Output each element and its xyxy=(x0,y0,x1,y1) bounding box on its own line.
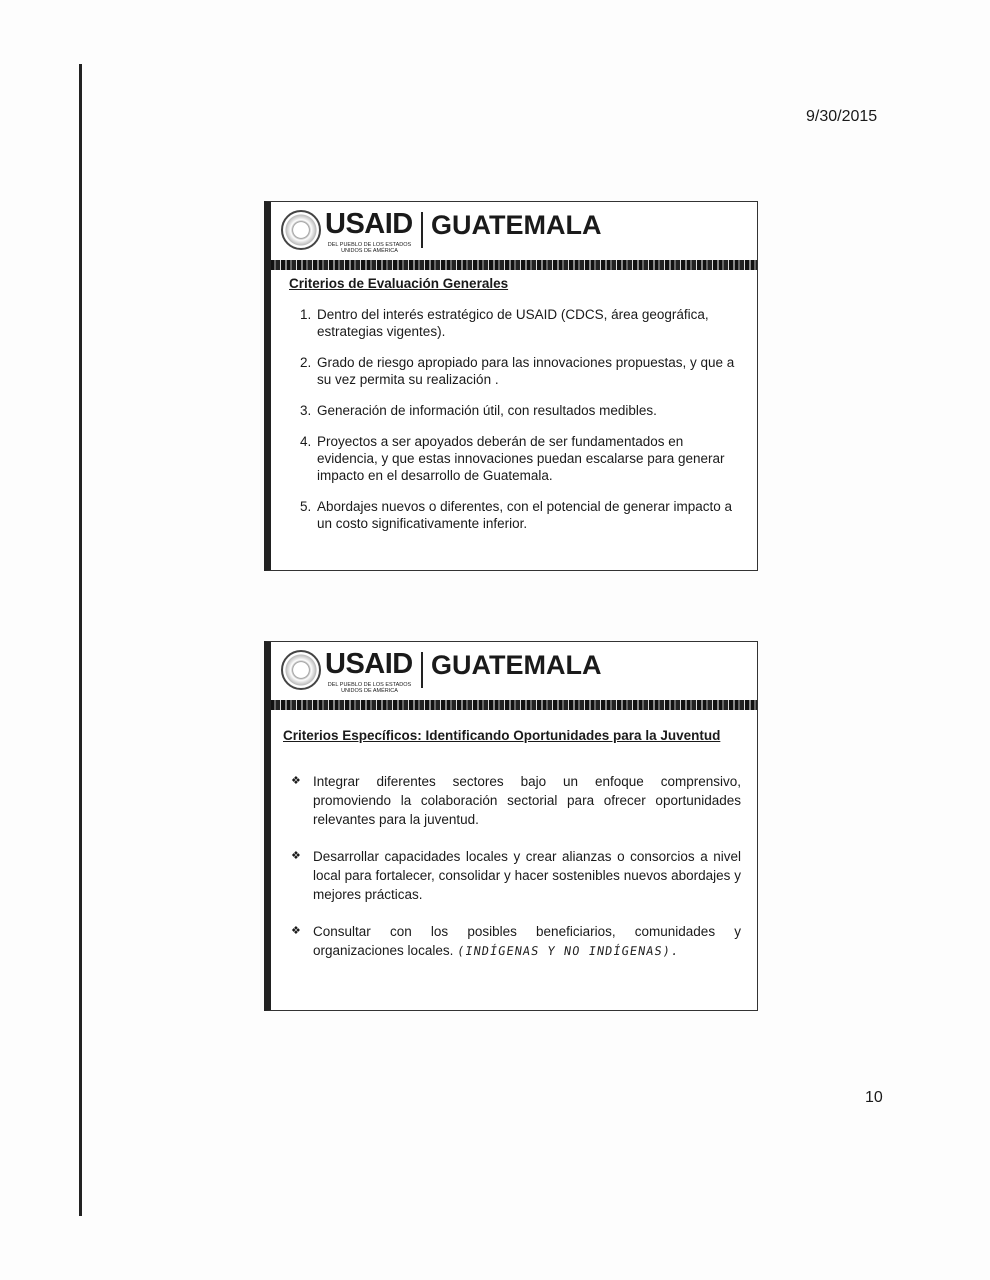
list-item: 3. Generación de información útil, con resultados medibles. xyxy=(315,402,745,419)
list-item xyxy=(291,847,741,904)
criteria-list xyxy=(291,772,741,979)
diamond-bullet-icon: ❖ xyxy=(291,850,301,862)
page-number: 10 xyxy=(865,1089,883,1106)
item-text: Desarrollar capacidades locales y crear alianzas o consorcios a nivel local para fortalecer, consolidar y hacer sostenibles nuevos abordajes y mejores prácticas. xyxy=(313,849,741,902)
usaid-logo xyxy=(281,208,681,256)
header-stripe xyxy=(271,700,757,710)
criteria-list xyxy=(295,306,745,546)
item-text: Consultar con los posibles beneficiarios, comunidades y organizaciones locales. xyxy=(313,924,741,958)
handwritten-note: (INDÍGENAS Y NO INDÍGENAS). xyxy=(456,944,681,958)
slide-2 xyxy=(264,641,758,1011)
list-item xyxy=(291,772,741,829)
logo-subtitle: DEL PUEBLO DE LOS ESTADOS UNIDOS DE AMÉRICA xyxy=(327,242,412,254)
usaid-logo xyxy=(281,648,681,696)
slide-1 xyxy=(264,201,758,571)
usaid-seal-icon xyxy=(281,210,321,250)
list-item: 2. Grado de riesgo apropiado para las innovaciones propuestas, y que a su vez permita su realización . xyxy=(315,354,745,388)
item-text: Integrar diferentes sectores bajo un enfoque comprensivo, promoviendo la colaboración sectorial para ofrecer oportunidades relevantes para la juventud. xyxy=(313,774,741,827)
page-date: 9/30/2015 xyxy=(806,108,878,125)
logo-divider xyxy=(421,212,423,248)
logo-country: GUATEMALA xyxy=(431,650,602,680)
page-edge xyxy=(79,64,82,1216)
diamond-bullet-icon: ❖ xyxy=(291,775,301,787)
list-item: 1. Dentro del interés estratégico de USAID (CDCS, área geográfica, estrategias vigentes). xyxy=(315,306,745,340)
slide-title: Criterios Específicos: Identificando Oportunidades para la Juventud xyxy=(283,728,721,743)
diamond-bullet-icon: ❖ xyxy=(291,925,301,937)
logo-divider xyxy=(421,652,423,688)
logo-brand: USAID xyxy=(325,208,413,240)
logo-brand: USAID xyxy=(325,648,413,680)
list-item: 4. Proyectos a ser apoyados deberán de ser fundamentados en evidencia, y que estas innovaciones puedan escalarse para generar impacto en el desarrollo de Guatemala. xyxy=(315,433,745,484)
header-stripe xyxy=(271,260,757,270)
logo-country: GUATEMALA xyxy=(431,210,602,240)
slide-title: Criterios de Evaluación Generales xyxy=(289,276,509,291)
list-item: 5. Abordajes nuevos o diferentes, con el potencial de generar impacto a un costo significativamente inferior. xyxy=(315,498,745,532)
list-item xyxy=(291,922,741,961)
usaid-seal-icon xyxy=(281,650,321,690)
logo-subtitle: DEL PUEBLO DE LOS ESTADOS UNIDOS DE AMÉRICA xyxy=(327,682,412,694)
